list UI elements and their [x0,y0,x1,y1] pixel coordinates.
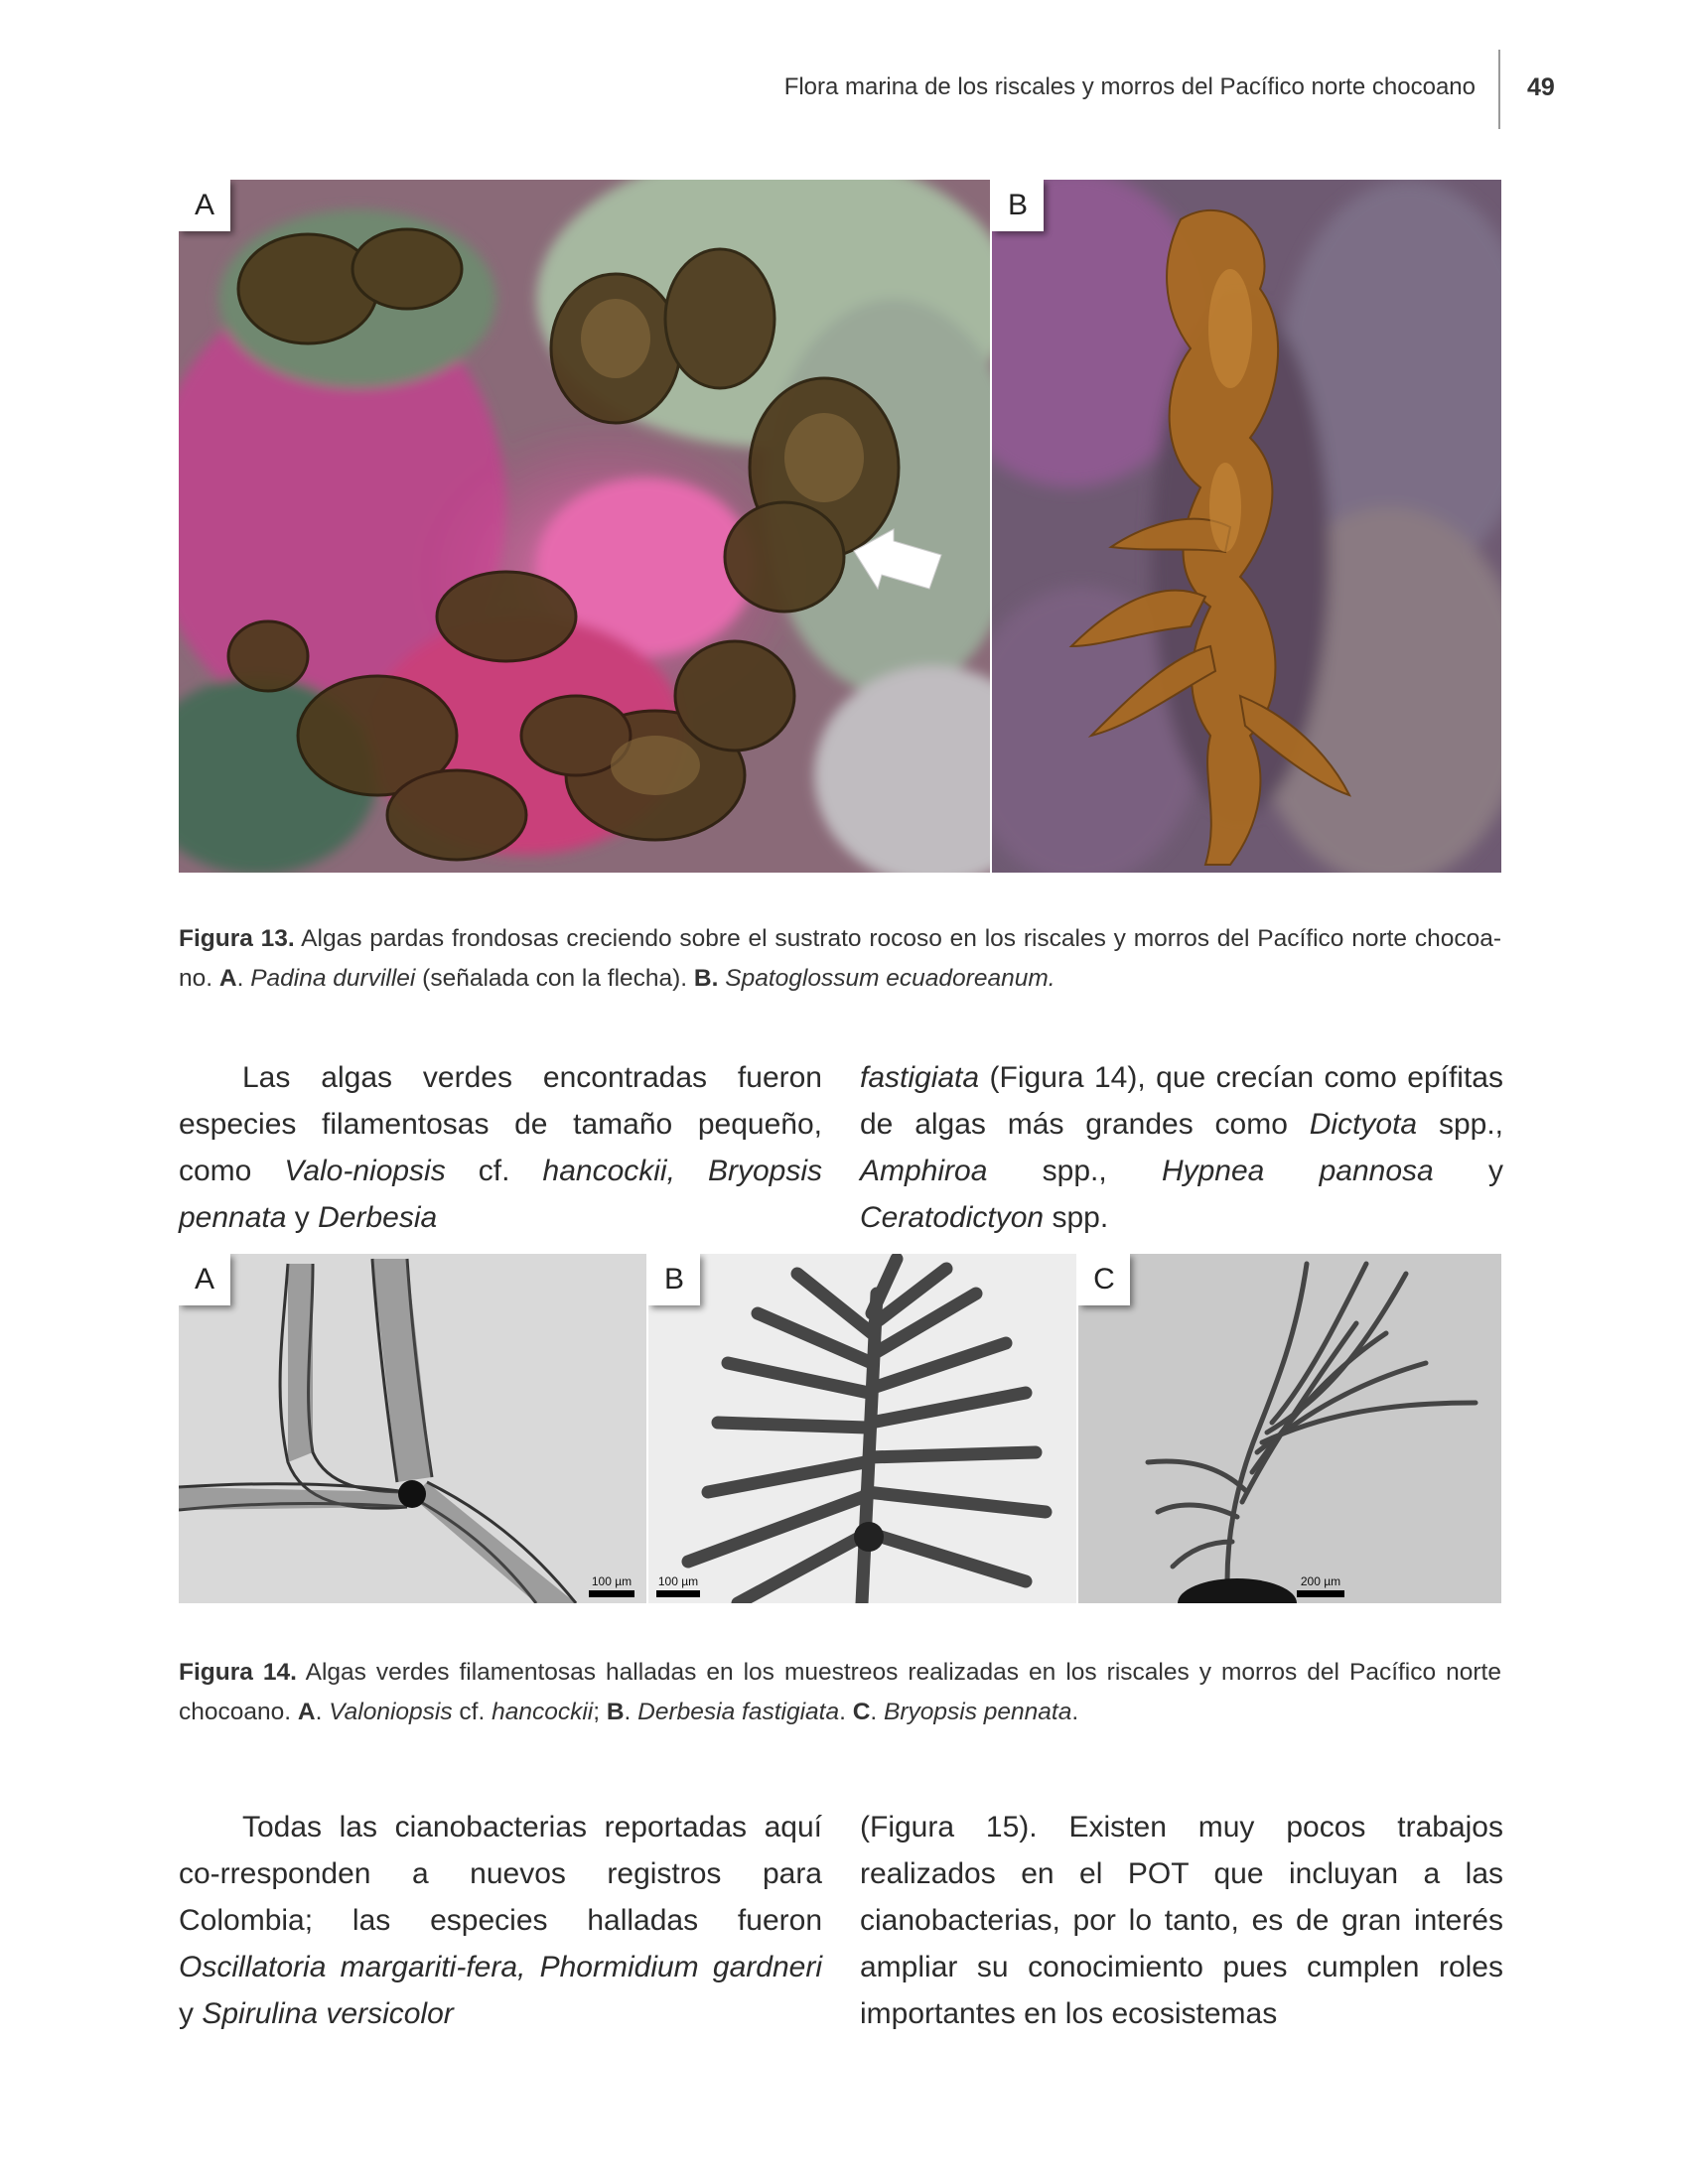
paragraph-text: (Figura 14), que crecían como epífitas de algas más grandes como [860,1061,1503,1141]
species-name: Valo-niopsis [284,1155,446,1187]
paragraph-text: cf. [445,1155,543,1187]
species-name: Dictyota [1309,1108,1418,1141]
figure14-caption-a-label: A [297,1699,316,1725]
scale-bar-c [1297,1574,1344,1597]
paragraph1-left-column [179,1054,822,1241]
caption-separator: . [1071,1699,1079,1725]
species-name: Hypnea pannosa [1161,1155,1434,1187]
figure14-photo-c [1078,1254,1501,1603]
figure13-panel-label-b: B [992,180,1044,231]
header-divider [1498,50,1500,129]
caption-separator: . [236,965,251,992]
figure14-caption-text: Algas verdes filamentosas halladas en los muestreos realizadas en los riscales y morros del Pacífico norte chocoano. [179,1659,1501,1725]
caption-separator: cf. [452,1699,492,1725]
paragraph-text: y [1433,1155,1503,1187]
figure14-panel-label-b: B [648,1254,700,1305]
species-name: fastigiata [860,1061,980,1094]
figure13-caption-label: Figura 13. [179,925,295,952]
scale-bar-b [656,1574,700,1597]
paragraph1-right-column [860,1054,1503,1241]
figure13-caption [179,919,1501,999]
micrograph-bryopsis [1078,1254,1501,1603]
figure13-caption-a-species: Padina durvillei [250,965,416,992]
page-number: 49 [1527,73,1555,101]
paragraph-text: Todas las cianobacterias reportadas aquí co-rresponden a nuevos registros para Colombia; las especies halladas fueron [179,1811,822,1937]
caption-separator: . [839,1699,853,1725]
caption-separator: . [624,1699,638,1725]
scale-bar-label: 200 µm [1300,1574,1341,1588]
species-name: Derbesia fastigiata [637,1699,840,1725]
figure14-caption-label: Figura 14. [179,1659,297,1686]
species-name: hancockii [492,1699,594,1725]
scale-bar-a [589,1574,634,1597]
paragraph-text: spp., [987,1155,1162,1187]
figure13-panel-label-a: A [179,180,230,231]
figure14-panel-label-a: A [179,1254,230,1305]
scale-bar-line [1297,1590,1344,1597]
figure14-caption [179,1653,1501,1732]
species-name: Ceratodictyon [860,1201,1045,1234]
species-name: Oscillatoria margariti-fera, Phormidium gardneri [179,1951,822,1983]
figure14-photo-b [648,1254,1076,1603]
reef-photo-spatoglossum [992,180,1501,873]
figure14-panel-label-c: C [1078,1254,1130,1305]
scale-bar-line [656,1590,700,1597]
scale-bar-label: 100 µm [591,1574,633,1588]
paragraph-text: y [179,1997,203,2030]
reef-photo-padina [179,180,990,873]
paragraph-text: spp. [1044,1201,1109,1234]
micrograph-derbesia [648,1254,1076,1603]
caption-separator: . [870,1699,885,1725]
caption-separator: . [315,1699,330,1725]
figure14-caption-c-label: C [852,1699,871,1725]
scale-bar-line [589,1590,634,1597]
species-name: Bryopsis pennata [884,1699,1072,1725]
caption-separator: ; [593,1699,607,1725]
figure14-photo-a [179,1254,646,1603]
paragraph2-right-column [860,1804,1503,2037]
species-name: Spirulina versicolor [202,1997,454,2030]
figure13-caption-a-note: (señalada con la flecha). [415,965,694,992]
paragraph-text: spp., [1417,1108,1504,1141]
figure13-caption-b-label: B. [693,965,719,992]
paragraph-text: (Figura 15). Existen muy pocos trabajos realizados en el POT que incluyan a las cianobacterias, por lo tanto, es de gran interés ampliar su conocimiento pues cumplen roles importantes en los ecosistemas [860,1811,1503,2030]
species-name: Valoniopsis [329,1699,453,1725]
micrograph-valoniopsis [179,1254,646,1603]
figure13-caption-a-label: A [218,965,237,992]
figure13-photo-b [992,180,1501,873]
paragraph-text: Las algas verdes encontradas fueron especies filamentosas de tamaño pequeño, como [179,1061,822,1187]
figure13-caption-text: Algas pardas frondosas creciendo sobre el sustrato rocoso en los riscales y morros del Pacífico norte chocoa-no. [179,925,1502,992]
running-header-title: Flora marina de los riscales y morros del Pacífico norte chocoano [783,73,1476,100]
figure13-caption-b-species: Spatoglossum ecuadoreanum. [725,965,1055,992]
species-name: hancockii, Bryopsis pennata [179,1155,823,1234]
species-name: Amphiroa [860,1155,988,1187]
species-name: Derbesia [318,1201,438,1234]
figure13-photo-a [179,180,990,873]
scale-bar-label: 100 µm [657,1574,699,1588]
figure14-caption-b-label: B [606,1699,625,1725]
paragraph-text: y [286,1201,319,1234]
paragraph2-left-column [179,1804,822,2037]
